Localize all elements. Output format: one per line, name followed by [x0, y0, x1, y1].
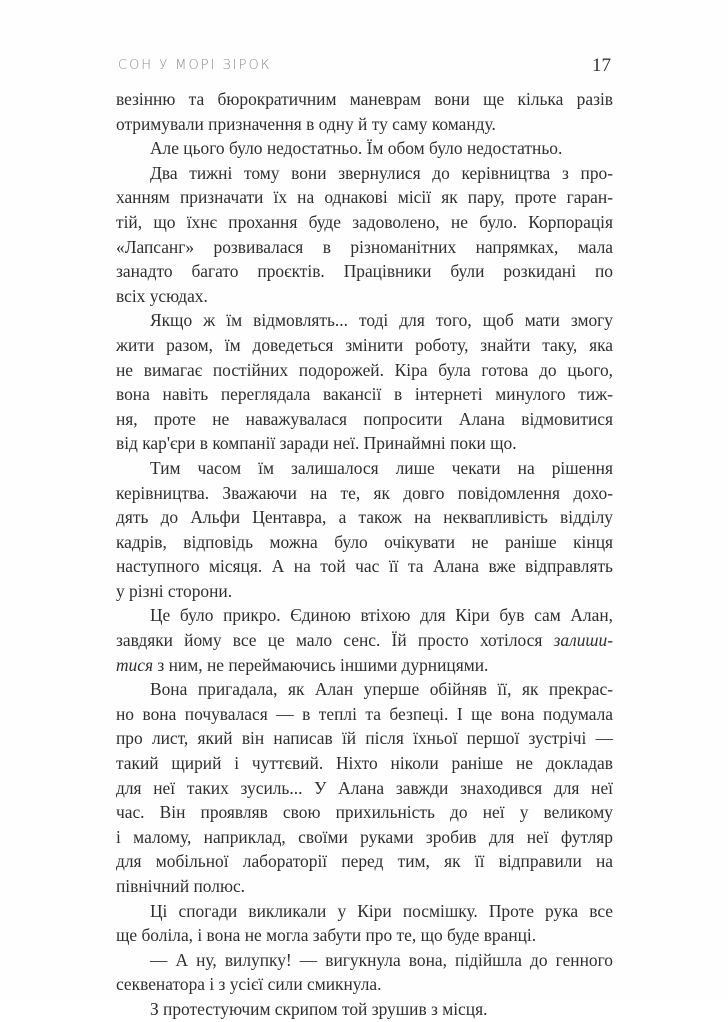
text-line: для мобільної лабораторії перед тим, як її відправили на	[116, 851, 613, 872]
paragraph	[116, 456, 613, 604]
paragraph	[116, 677, 613, 898]
paragraph	[116, 603, 613, 677]
page-number: 17	[592, 55, 611, 76]
text-line: для неї таких зусиль... У Алана завжди знаходився для неї	[116, 777, 613, 798]
text-line: північний полюс.	[116, 876, 246, 896]
paragraph	[116, 308, 613, 456]
text-line: Два тижні тому вони звернулися до керівництва з про-	[150, 162, 613, 183]
text-line: — А ну, вилупку! — вигукнула вона, підійшла до генного	[150, 949, 613, 970]
text-line: у різні сторони.	[116, 580, 233, 601]
italic-emphasis: тися	[116, 654, 154, 675]
text-line: кадрів, відповідь можна було очікувати не раніше кінця	[116, 531, 613, 552]
paragraph	[116, 948, 613, 997]
text-line: Це було прикро. Єдиною втіхою для Кіри був сам Алан,	[150, 605, 613, 626]
text-line: занадто багато проєктів. Працівники були розкидані по	[116, 261, 613, 282]
paragraph	[116, 87, 613, 136]
text-line: і малому, наприклад, своїми руками зробив для неї футляр	[116, 826, 613, 847]
text-line: ще боліла, і вона не могла забути про те, що буде вранці.	[116, 925, 537, 946]
text-line: Але цього було недостатньо. Їм обом було недостатньо.	[150, 138, 563, 159]
text-line: вона навіть переглядала вакансії в інтернеті минулого тиж-	[116, 384, 613, 405]
text-line: жити разом, їм доведеться змінити роботу, знайти таку, яка	[116, 334, 613, 355]
text-line: не вимагає постійних подорожей. Кіра була готова до цього,	[116, 359, 613, 380]
text-line: від кар'єри в компанії заради неї. Принаймні поки що.	[116, 433, 517, 454]
text-line: З протестуючим скрипом той зрушив з місця.	[150, 998, 488, 1019]
text-line: тися з ним, не переймаючись іншими дурницями.	[116, 654, 489, 675]
text-line: Якщо ж їм відмовлять... тоді для того, щоб мати змогу	[150, 310, 613, 331]
text-line: всіх усюдах.	[116, 285, 208, 306]
running-title: СОН У МОРІ ЗІРОК	[118, 58, 272, 73]
text-line: Вона пригадала, як Алан уперше обійняв її, як прекрас-	[150, 679, 613, 700]
italic-emphasis: залиши-	[553, 630, 613, 651]
text-line: отримували призначення в одну й ту саму команду.	[116, 113, 496, 134]
text-line: такий щирий і чуттєвий. Ніхто ніколи раніше не докладав	[116, 753, 613, 774]
text-line: «Лапсанг» розвивалася в різноманітних напрямках, мала	[116, 236, 613, 257]
text-line: керівництва. Зважаючи на те, як довго повідомлення дохо-	[116, 482, 613, 503]
text-line: час. Він проявляв свою прихильність до неї у великому	[116, 802, 613, 823]
text-line: дять до Альфи Центавра, а також на неквапливість відділу	[116, 507, 613, 528]
paragraph	[116, 136, 613, 161]
paragraph	[116, 997, 613, 1022]
text-line: про лист, який він написав їй після їхньої першої зустрічі —	[116, 728, 613, 749]
paragraph	[116, 161, 613, 309]
text-line: завдяки йому все це мало сенс. Їй просто хотілося залиши-	[116, 630, 613, 651]
text-line: везінню та бюрократичним маневрам вони ще кілька разів	[116, 89, 613, 109]
text-line: Ці спогади викликали у Кіри посмішку. Проте рука все	[150, 900, 613, 921]
text-line: ня, проте не наважувалася попросити Алана відмовитися	[116, 408, 613, 429]
text-line: секвенатора і з усієї сили смикнула.	[116, 974, 382, 995]
text-line: Тим часом їм залишалося лише чекати на рішення	[150, 457, 613, 478]
text-line: ханням призначати їх на однакові місії як пару, проте гаран-	[116, 187, 613, 208]
paragraph	[116, 899, 613, 948]
text-line: наступного місяця. А на той час її та Алана вже відправлять	[116, 556, 613, 577]
text-line: тій, що їхнє прохання буде задоволено, не було. Корпорація	[116, 211, 613, 232]
text-line: но вона почувалася — в теплі та безпеці. І ще вона подумала	[116, 703, 613, 724]
body-text	[116, 87, 613, 1022]
